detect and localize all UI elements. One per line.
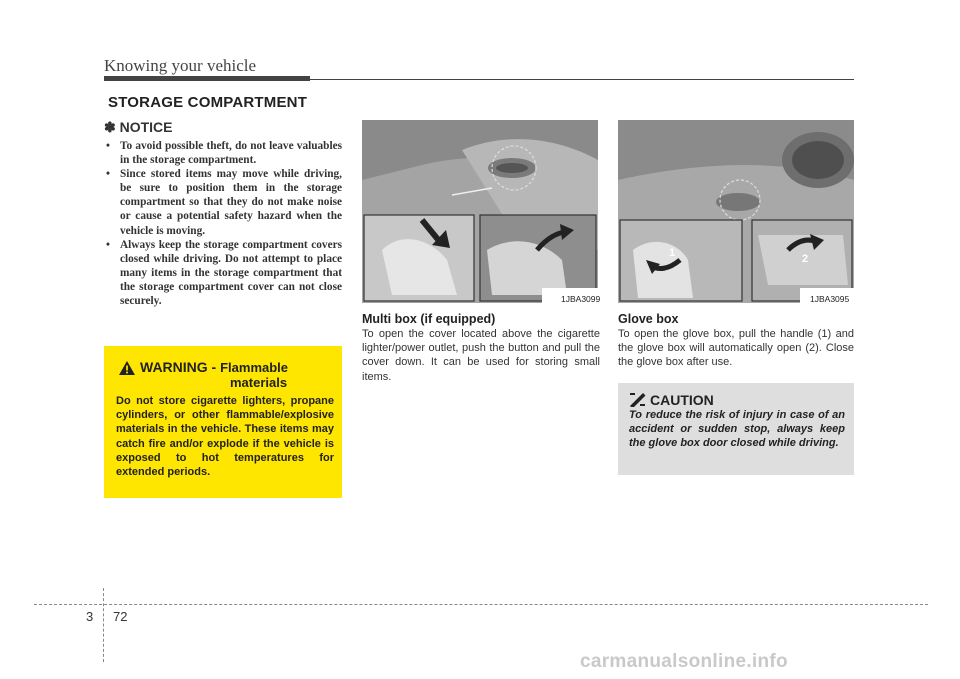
section-number: 3 [86, 609, 94, 624]
image-caption: 1JBA3099 [561, 294, 601, 304]
section-title: STORAGE COMPARTMENT [108, 94, 308, 111]
notice-item: • Always keep the storage compartment covers closed while driving. Do not attempt to place many items in the storage compartment that the storage compartment cover can not close securely. [104, 238, 342, 308]
notice-item: • Since stored items may move while driving, be sure to position them in the storage compartment so that they do not make noise or cause a potential safety hazard when the vehicle is moving. [104, 167, 342, 237]
caution-slash-icon [629, 392, 646, 407]
warning-heading [140, 359, 288, 375]
notice-item: • To avoid possible theft, do not leave valuables in the storage compartment. [104, 139, 342, 167]
callout-2: 2 [802, 253, 809, 265]
caution-text: To reduce the risk of injury in case of an accident or sudden stop, always keep the glove box door closed while driving. [629, 409, 845, 450]
notice-list [104, 139, 342, 308]
glove-box-photo [618, 120, 854, 303]
page-number: 72 [113, 609, 128, 624]
multi-box-heading: Multi box (if equipped) [362, 312, 496, 326]
footer-rule [34, 604, 928, 605]
multi-box-photo [362, 120, 601, 304]
caution-box [618, 383, 854, 475]
header-rule-thin [310, 79, 854, 80]
footer-divider [103, 588, 104, 662]
caution-heading: CAUTION [650, 392, 714, 408]
callout-1: 1 [669, 247, 676, 259]
image-caption: 1JBA3095 [810, 294, 850, 304]
glove-box-text: To open the glove box, pull the handle (1) and the glove box will automatically open (2). Close the glove box after use. [618, 328, 854, 369]
warning-triangle-icon [118, 360, 136, 376]
running-header: Knowing your vehicle [104, 56, 257, 75]
watermark: carmanualsonline.info [580, 651, 788, 672]
warning-text: Do not store cigarette lighters, propane cylinders, or other flammable/explosive materials in the vehicle. These items may catch fire and/or explode if the vehicle is exposed to hot temperatures for extended periods. [116, 395, 334, 479]
warning-subject: Flammable [220, 360, 289, 375]
warning-box [104, 346, 342, 498]
glove-box-heading: Glove box [618, 312, 679, 326]
notice-heading: ✽ NOTICE [104, 119, 173, 135]
header-rule-thick [104, 76, 310, 81]
warning-label: WARNING - [140, 359, 217, 375]
warning-subject-cont: materials [230, 375, 288, 390]
multi-box-text: To open the cover located above the cigarette lighter/power outlet, push the button and pull the cover down. It can be used for storing small items. [362, 328, 600, 383]
